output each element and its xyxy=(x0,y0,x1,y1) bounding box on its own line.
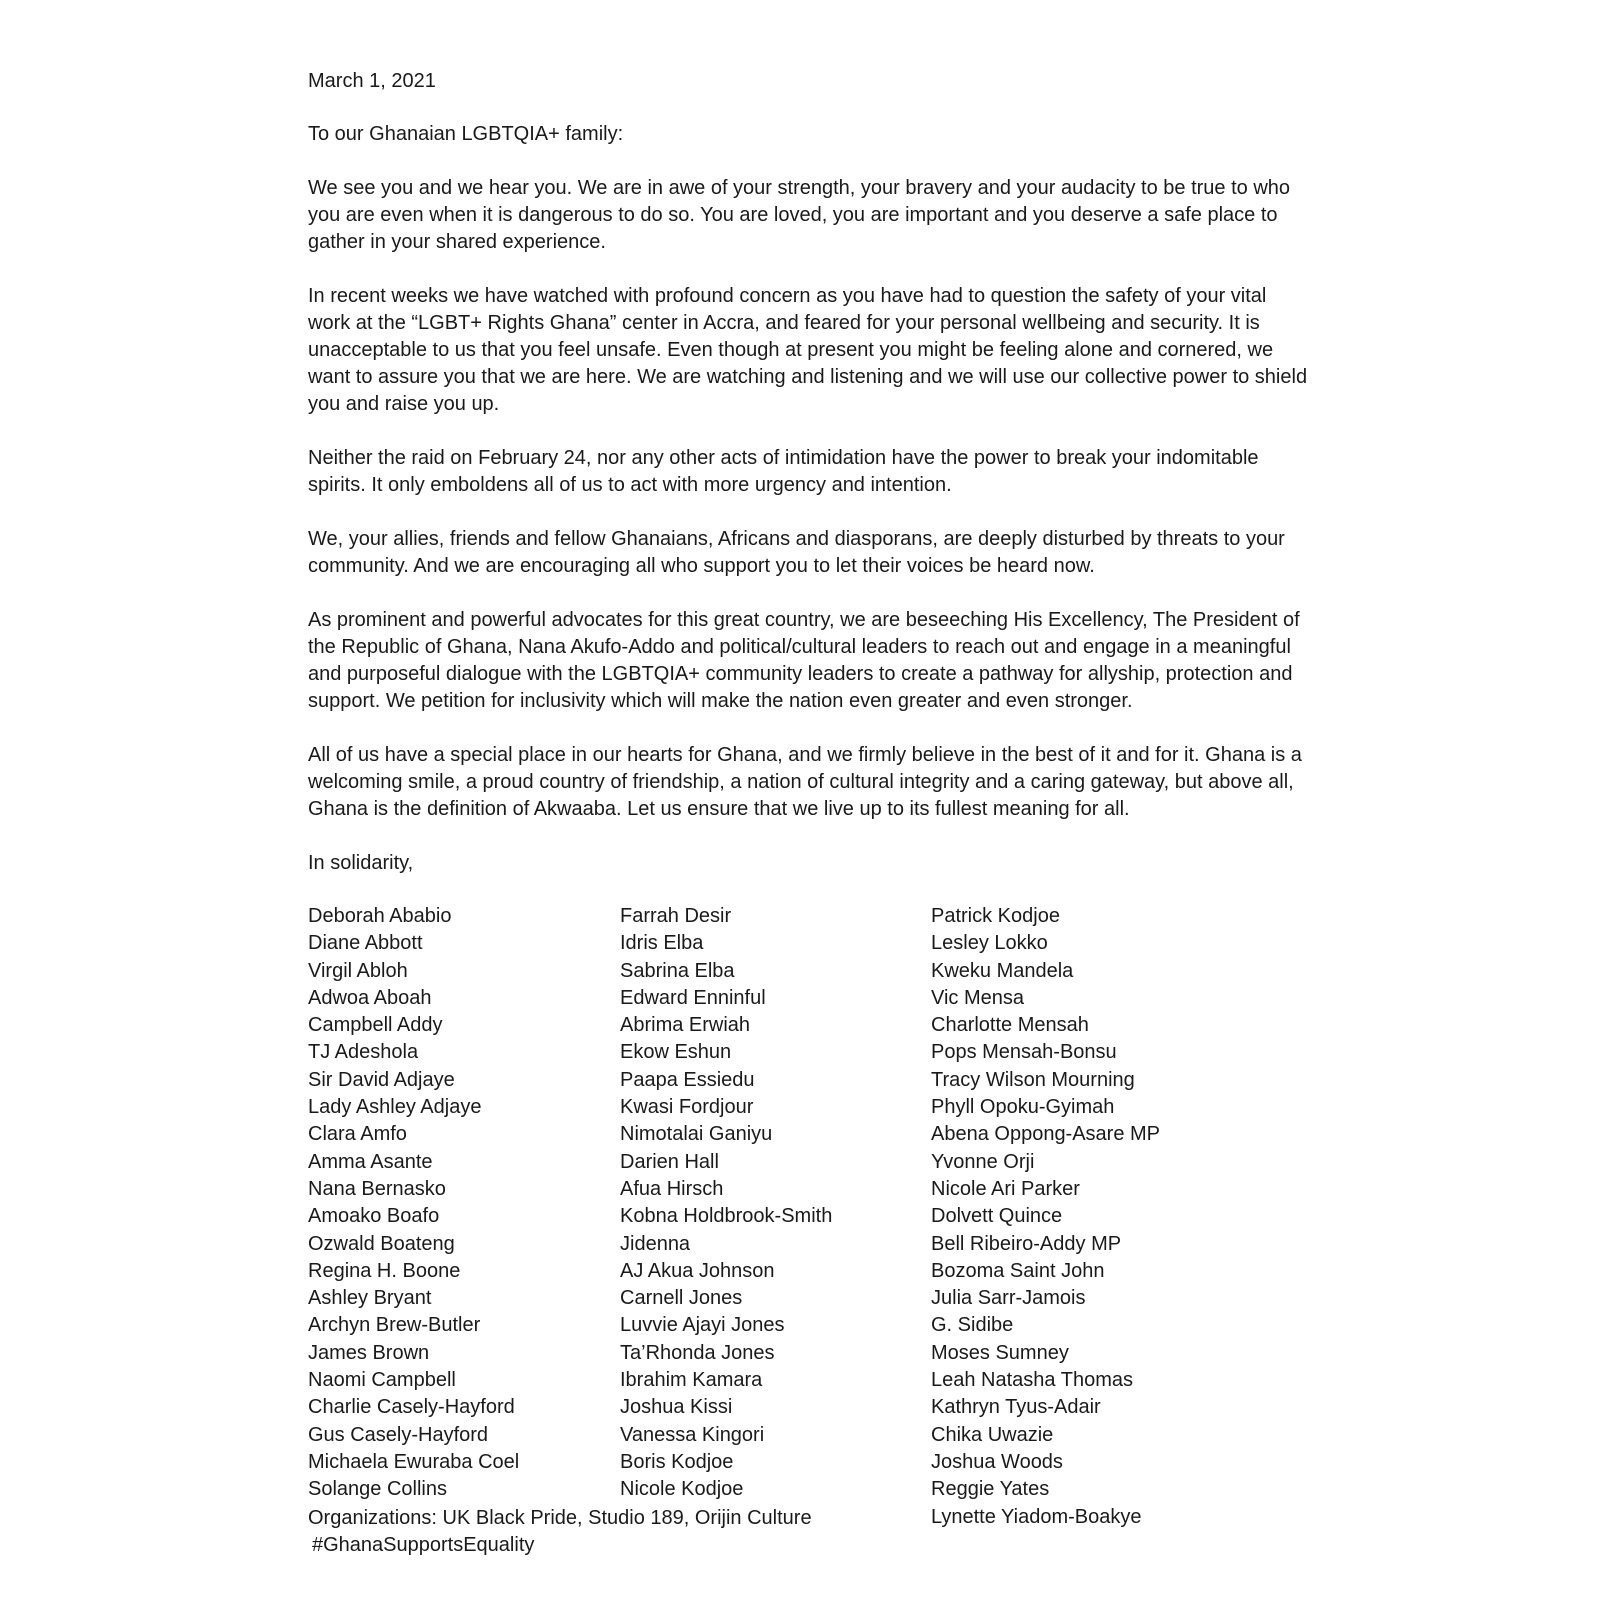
signatory-name: Sir David Adjaye xyxy=(308,1068,455,1091)
signatory-name: Nana Bernasko xyxy=(308,1177,446,1200)
salutation: To our Ghanaian LGBTQIA+ family: xyxy=(308,123,624,145)
open-letter xyxy=(308,68,1308,1559)
signatory-name: Idris Elba xyxy=(620,932,704,955)
signatory-name: Pops Mensah-Bonsu xyxy=(931,1041,1117,1064)
signatory-name: Patrick Kodjoe xyxy=(931,905,1060,927)
paragraph-3: Neither the raid on February 24, nor any other acts of intimidation have the power to break your indomitable spirits. It only emboldens all of us to act with more urgency and intention. xyxy=(308,447,1259,496)
signatory-name: Charlotte Mensah xyxy=(931,1014,1089,1037)
signatory-name: Ozwald Boateng xyxy=(308,1232,455,1255)
hashtag: #GhanaSupportsEquality xyxy=(312,1533,535,1556)
signatory-name: Kwasi Fordjour xyxy=(620,1096,754,1119)
letter-date: March 1, 2021 xyxy=(308,70,436,92)
paragraph-6: All of us have a special place in our hearts for Ghana, and we firmly believe in the best of it and for it. Ghana is a welcoming smile, a proud country of friendship, a nation of cultural integrity and a caring gateway, but above all, Ghana is the definition of Akwaaba. Let us ensure that we live up to its fullest meaning for all. xyxy=(308,744,1302,820)
signatory-name: Joshua Woods xyxy=(931,1450,1063,1473)
signatory-name: Amoako Boafo xyxy=(308,1205,440,1228)
signatory-column-2 xyxy=(620,903,931,1531)
signatory-name: Ashley Bryant xyxy=(308,1287,432,1310)
signatory-name: Diane Abbott xyxy=(308,932,423,955)
signatory-name: Sabrina Elba xyxy=(620,959,735,982)
signatory-name: Nicole Kodjoe xyxy=(620,1478,744,1501)
signatory-name: Archyn Brew-Butler xyxy=(308,1314,481,1337)
signatory-name: Solange Collins xyxy=(308,1478,447,1501)
organizations: Organizations: UK Black Pride, Studio 189, Orijin Culture xyxy=(308,1506,812,1529)
signatory-name: Amma Asante xyxy=(308,1150,433,1173)
signatory-name: Kweku Mandela xyxy=(931,959,1074,982)
signatory-name: Michaela Ewuraba Coel xyxy=(308,1450,520,1473)
signatory-name: Vanessa Kingori xyxy=(620,1423,765,1446)
signatory-name: Julia Sarr-Jamois xyxy=(931,1287,1086,1310)
signatory-name: Deborah Ababio xyxy=(308,905,452,927)
signatory-name: Lesley Lokko xyxy=(931,932,1048,955)
paragraph-1: We see you and we hear you. We are in awe of your strength, your bravery and your audacity to be true to who you are even when it is dangerous to do so. You are loved, you are important and you deserve a safe place to gather in your shared experience. xyxy=(308,177,1291,253)
signatory-name: Phyll Opoku-Gyimah xyxy=(931,1096,1115,1119)
signatory-name: Boris Kodjoe xyxy=(620,1450,734,1473)
signatory-name: Leah Natasha Thomas xyxy=(931,1369,1133,1392)
signatory-name: Virgil Abloh xyxy=(308,959,408,982)
signatory-name: Paapa Essiedu xyxy=(620,1068,755,1091)
signatory-name: G. Sidibe xyxy=(931,1314,1014,1337)
signatory-name: Ibrahim Kamara xyxy=(620,1369,763,1392)
signatory-name: Regina H. Boone xyxy=(308,1259,461,1282)
signatory-column-1 xyxy=(308,903,620,1531)
signatory-name: Afua Hirsch xyxy=(620,1177,724,1200)
signatory-name: Carnell Jones xyxy=(620,1287,743,1310)
signatories xyxy=(308,903,1308,1531)
signatory-name: Farrah Desir xyxy=(620,905,732,927)
signatory-name: Kobna Holdbrook-Smith xyxy=(620,1205,833,1228)
signatory-name: Tracy Wilson Mourning xyxy=(931,1068,1135,1091)
signatory-name: Bozoma Saint John xyxy=(931,1259,1105,1282)
signatory-name: Lynette Yiadom-Boakye xyxy=(931,1505,1142,1528)
signatory-name: Naomi Campbell xyxy=(308,1369,456,1392)
signatory-name: Joshua Kissi xyxy=(620,1396,733,1419)
signatory-name: Abena Oppong-Asare MP xyxy=(931,1123,1161,1146)
signatory-name: TJ Adeshola xyxy=(308,1041,419,1064)
signatory-name: Moses Sumney xyxy=(931,1341,1069,1364)
signatory-name: Clara Amfo xyxy=(308,1123,407,1146)
signatory-column-3 xyxy=(931,903,1291,1531)
signatory-name: Nimotalai Ganiyu xyxy=(620,1123,773,1146)
signatory-name: AJ Akua Johnson xyxy=(620,1259,775,1282)
signatory-name: Jidenna xyxy=(620,1232,691,1255)
signatory-name: Luvvie Ajayi Jones xyxy=(620,1314,785,1337)
paragraph-5: As prominent and powerful advocates for this great country, we are beseeching His Excellency, The President of the Republic of Ghana, Nana Akufo-Addo and political/cultural leaders to reach out and engage in a meaningful and purposeful dialogue with the LGBTQIA+ community leaders to create a pathway for allyship, protection and support. We petition for inclusivity which will make the nation even greater and even stronger. xyxy=(308,609,1300,712)
signatory-name: Vic Mensa xyxy=(931,986,1025,1009)
closing: In solidarity, xyxy=(308,852,414,874)
signatory-name: Ekow Eshun xyxy=(620,1041,732,1064)
signatory-name: Charlie Casely-Hayford xyxy=(308,1396,515,1419)
signatory-name: James Brown xyxy=(308,1341,430,1364)
signatory-name: Bell Ribeiro-Addy MP xyxy=(931,1232,1122,1255)
paragraph-2: In recent weeks we have watched with profound concern as you have had to question the safety of your vital work at the “LGBT+ Rights Ghana” center in Accra, and feared for your personal wellbeing and security. It is unacceptable to us that you feel unsafe. Even though at present you might be feeling alone and cornered, we want to assure you that we are here. We are watching and listening and we will use our collective power to shield you and raise you up. xyxy=(308,285,1308,415)
signatory-name: Adwoa Aboah xyxy=(308,986,432,1009)
signatory-name: Dolvett Quince xyxy=(931,1205,1063,1228)
paragraph-4: We, your allies, friends and fellow Ghanaians, Africans and diasporans, are deeply disturbed by threats to your community. And we are encouraging all who support you to let their voices be heard now. xyxy=(308,528,1285,577)
signatory-name: Darien Hall xyxy=(620,1150,719,1173)
signatory-name: Kathryn Tyus-Adair xyxy=(931,1396,1101,1419)
signatory-name: Ta’Rhonda Jones xyxy=(620,1341,775,1364)
signatory-name: Chika Uwazie xyxy=(931,1423,1054,1446)
signatory-name: Edward Enninful xyxy=(620,986,766,1009)
signatory-name: Nicole Ari Parker xyxy=(931,1177,1080,1200)
signatory-name: Abrima Erwiah xyxy=(620,1014,751,1037)
signatory-name: Gus Casely-Hayford xyxy=(308,1423,489,1446)
signatory-name: Lady Ashley Adjaye xyxy=(308,1096,482,1119)
signatory-name: Campbell Addy xyxy=(308,1014,443,1037)
signatory-name: Yvonne Orji xyxy=(931,1150,1035,1173)
signatory-name: Reggie Yates xyxy=(931,1478,1050,1501)
